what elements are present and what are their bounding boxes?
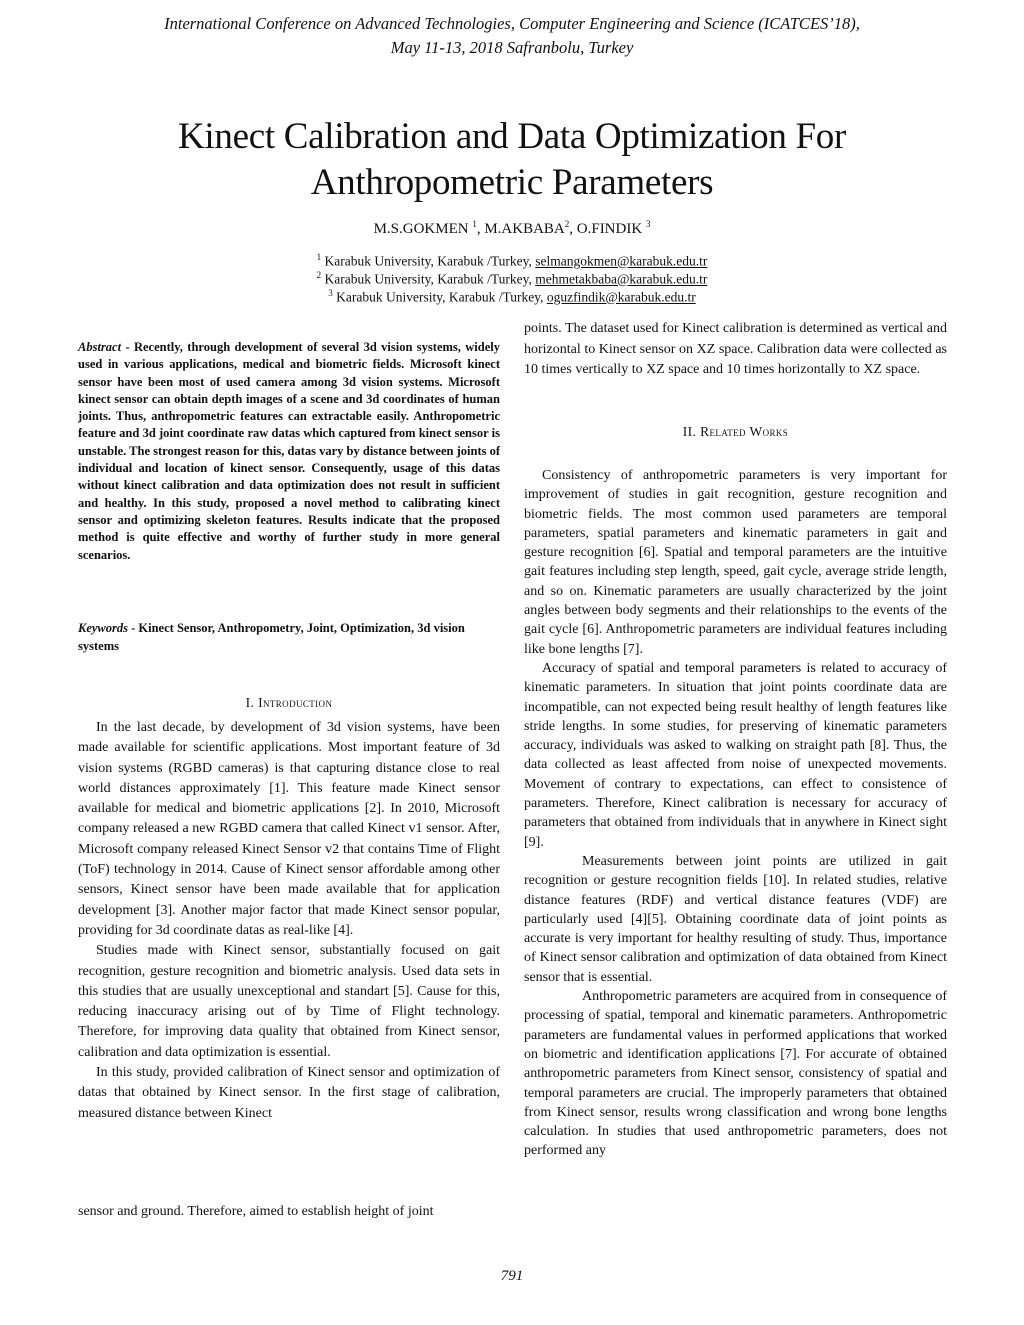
affiliation-3-text: Karabuk University, Karabuk /Turkey, <box>332 289 547 305</box>
author-1: M.S.GOKMEN <box>373 221 469 237</box>
intro-paragraph-3: In this study, provided calibration of Kinect sensor and optimization of datas that obtained by Kinect sensor. In the first stage of calibration, measured distance between Kinect <box>78 1065 500 1121</box>
related-paragraph-1: Consistency of anthropometric parameters is very important for improvement of studies in gait recognition, gesture recognition and biometric fields. The most common used parameters are temporal parameters, spatial parameters and kinematic parameters in gait and gesture recognition [6]. Spatial and temporal parameters are the intuitive gait features including step length, speed, gait cycle, average stride length, and so on. Kinematic parameters are usually characterized by the joint angles between body segments and their relationships to the events of the gait cycle [6]. Anthropometric parameters are individual features including like bone lengths [7]. <box>524 468 947 657</box>
affiliation-1-mark: 1 <box>316 252 322 262</box>
affiliation-2-text: Karabuk University, Karabuk /Turkey, <box>321 271 536 287</box>
related-paragraph-3: Measurements between joint points are utilized in gait recognition or gesture recognition fields [10]. In related studies, relative distance features (RDF) and vertical distance features (VDF) are particularly used [4][5]. Obtaining coordinate data of joint points as accurate is very important for healthy resulting of study. Thus, importance of Kinect sensor calibration and optimization of data obtained from Kinect sensor that is essential. <box>524 853 947 985</box>
author-1-mark: 1 <box>472 219 477 229</box>
related-paragraph-2: Accuracy of spatial and temporal parameters is related to accuracy of kinematic parameters. In situation that joint points coordinate data are incompatible, can not expected being result healthy of length features like stride lengths. In some studies, for preserving of kinematic parameters accuracy, individuals was asked to walking on straight path [8]. Thus, the data collected as least affected from noise of unexpected movements. Movement of contrary to expectations, can effect to consistence of parameters. Therefore, Kinect calibration is necessary for accuracy of parameters that obtained from individuals that in anywhere in Kinect sight [9]. <box>524 660 947 850</box>
left-tail-text: sensor and ground. Therefore, aimed to establish height of joint <box>78 1204 434 1219</box>
keywords-label: Keywords <box>78 621 128 635</box>
affiliation-3 <box>0 284 1024 307</box>
author-2-mark: 2 <box>564 219 570 229</box>
related-works-body <box>524 466 947 1161</box>
left-column-tail <box>78 1202 500 1222</box>
keywords <box>78 619 500 655</box>
introduction-body <box>78 718 500 1124</box>
intro-paragraph-2: Studies made with Kinect sensor, substantially focused on gait recognition, gesture recognition and biometric analysis. Used data sets in this studies that are usually unexceptional and standart [5]. Cause for this, reducing inaccuracy arising out of by Time of Flight technology. Therefore, for improving data quality that obtained from Kinect sensor, calibration and data optimization is essential. <box>78 943 500 1060</box>
affiliation-1-email-link[interactable]: selmangokmen@karabuk.edu.tr <box>535 253 708 269</box>
related-paragraph-4: Anthropometric parameters are acquired from in consequence of processing of spatial, temporal and kinematic parameters. Anthropometric parameters are fundamental values in performed applications that worked on biometric and identification applications [7]. For accurate of obtained anthropometric parameters from Kinect sensor, consistency of spatial and temporal parameters are crucial. The improperly parameters that obtained from Kinect sensor, results wrong classification and wrong bone lengths calculation. In studies that used anthropometric parameters, does not performed any <box>524 989 947 1159</box>
affiliation-1-text: Karabuk University, Karabuk /Turkey, <box>321 253 536 269</box>
conference-header-line-2: May 11-13, 2018 Safranbolu, Turkey <box>390 38 634 57</box>
paper-title-line-2: Anthropometric Parameters <box>310 162 714 203</box>
intro-paragraph-1: In the last decade, by development of 3d vision systems, have been made available for scientific applications. Most important feature of 3d vision systems (RGBD cameras) is that capturing distance close to real world distances approximately [1]. This feature made Kinect sensor available for medical and biometric applications [2]. In 2010, Microsoft company released a new RGBD camera that called Kinect v1 sensor. After, Microsoft company released Kinect Sensor v2 that contains Time of Flight (ToF) technology in 2014. Cause of Kinect sensor affordable among other sensors, Kinect sensor have been made available that for application development [3]. Another major factor that made Kinect sensor popular, providing for 3d coordinate datas as real-like [4]. <box>78 720 500 938</box>
author-2: , M.AKBABA <box>476 221 565 237</box>
section-heading-introduction: I. Introduction <box>245 695 333 710</box>
keywords-text: - Kinect Sensor, Anthropometry, Joint, Optimization, 3d vision systems <box>78 621 465 653</box>
affiliation-3-mark: 3 <box>328 288 333 298</box>
paper-title-line-1: Kinect Calibration and Data Optimization For <box>177 116 847 157</box>
abstract <box>78 339 500 564</box>
right-top-paragraph: points. The dataset used for Kinect calibration is determined as vertical and horizontal to Kinect sensor on XZ space. Calibration data were collected as 10 times vertically to XZ space and 10 times horizontally to XZ space. <box>524 321 947 377</box>
author-3: , O.FINDIK <box>569 221 643 237</box>
abstract-text: - Recently, through development of several 3d vision systems, widely used in various applications, medical and biometric fields. Microsoft kinect sensor have been most of used camera among 3d vision systems. Microsoft kinect sensor can obtain depth images of a scene and 3d coordinates of human joints. Thus, anthropometric features can extractable easily. Anthropometric feature and 3d joint coordinate raw datas which captured from kinect sensor is unstable. The strongest reason for this, datas vary by distance between joints of individual and location of kinect sensor. Consequently, usage of this datas without kinect calibration and data optimization does not result in sufficient and healthy. In this study, proposed a novel method to calibrating kinect sensor and optimizing skeleton features. Results indicate that the proposed method is quite effective and worthy of further study in more general scenarios. <box>78 340 501 562</box>
abstract-label: Abstract <box>78 340 122 354</box>
author-3-mark: 3 <box>645 219 651 229</box>
affiliation-2-mark: 2 <box>316 270 322 280</box>
right-column-continuation <box>524 319 947 381</box>
author-list <box>0 214 1024 239</box>
conference-header-line-1: International Conference on Advanced Technologies, Computer Engineering and Science (ICATCES’18), <box>164 14 860 33</box>
section-heading-related-works: II. Related Works <box>682 424 789 439</box>
affiliation-3-email-link[interactable]: oguzfindik@karabuk.edu.tr <box>546 289 696 305</box>
page-number: 791 <box>500 1268 524 1284</box>
affiliation-2-email-link[interactable]: mehmetakbaba@karabuk.edu.tr <box>535 271 708 287</box>
